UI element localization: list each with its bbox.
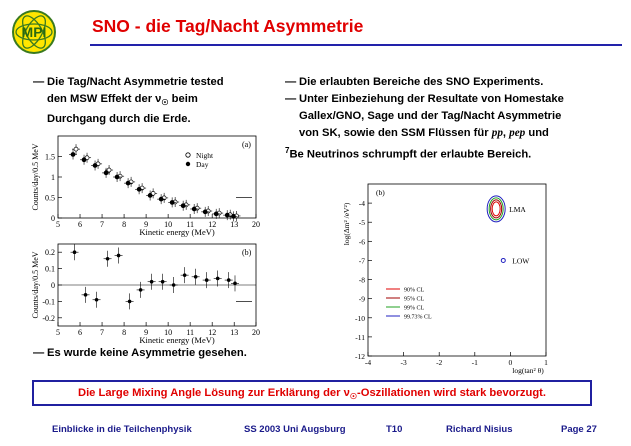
y-tick-label: -7 — [358, 256, 365, 266]
x-tick-label: 13 — [230, 328, 239, 337]
x-tick-label: 10 — [164, 328, 173, 337]
y-tick-label: -0.1 — [42, 297, 55, 307]
x-tick-label: 6 — [78, 220, 83, 229]
y-axis-label: Counts/day/0.5 MeV — [31, 143, 40, 211]
day-point — [82, 158, 86, 162]
day-point — [203, 210, 207, 214]
footer-code: T10 — [386, 424, 403, 435]
asymmetry-point — [84, 293, 88, 297]
right-bullet-2-line2: Gallex/GNO, Sage und der Tag/Nacht Asymmetrie — [299, 110, 562, 122]
y-axis-label: log(Δm² /eV²) — [342, 202, 351, 246]
asymmetry-point — [95, 298, 99, 302]
panel-label: (b) — [242, 248, 252, 257]
bottom-bullet: — Es wurde keine Asymmetrie gesehen. — [33, 347, 247, 359]
lma-contour — [492, 202, 500, 216]
y-tick-label: 1.5 — [45, 152, 55, 162]
asymmetry-plot — [30, 240, 262, 348]
x-axis-label: log(tan² θ) — [512, 366, 544, 375]
y-tick-label: 0.1 — [45, 264, 55, 274]
y-tick-label: 1 — [51, 173, 55, 182]
oscillation-contour-plot — [340, 178, 565, 376]
day-point — [181, 204, 185, 208]
day-point — [231, 214, 235, 218]
y-tick-label: -8 — [358, 275, 365, 285]
x-tick-label: 6 — [78, 328, 83, 337]
y-tick-label: 0 — [51, 214, 55, 223]
right-bullets: — Die erlaubten Bereiche des SNO Experiments. — Unter Einbeziehung der Resultate von Homestake Gallex/GNO, Sage und der Tag/Nacht Asymmetrie von SK, sowie den SSM Flüssen für pp, pep und $^7$Be Neutrinos schrumpft der erlaubte Bereich. — [285, 74, 625, 164]
right-bullet-2-line4: Be Neutrinos schrumpft der erlaubte Bereich. — [289, 148, 532, 161]
asymmetry-point — [216, 277, 220, 281]
legend-night-marker — [186, 153, 190, 157]
legend-day-label: Day — [196, 160, 209, 169]
x-tick-label: 12 — [208, 328, 217, 337]
right-bullet-2-line1: Unter Einbeziehung der Resultate von Homestake — [299, 93, 564, 105]
page-title: SNO - die Tag/Nacht Asymmetrie — [92, 16, 364, 36]
asymmetry-point — [150, 280, 154, 284]
lma-contour — [489, 198, 503, 220]
day-point — [159, 197, 163, 201]
asymmetry-point — [205, 278, 209, 282]
y-tick-label: -11 — [355, 332, 365, 342]
y-tick-label: -5 — [358, 218, 365, 228]
x-tick-label: 11 — [186, 220, 195, 229]
day-night-spectrum-plot — [30, 130, 262, 245]
x-tick-label: 20 — [252, 328, 260, 337]
right-bullet-1: Die erlaubten Bereiche des SNO Experiments. — [299, 76, 544, 88]
x-tick-label: 5 — [56, 328, 60, 337]
day-point — [137, 187, 141, 191]
mpi-logo — [10, 8, 58, 56]
day-point — [71, 152, 75, 156]
title-rule — [90, 44, 622, 46]
conclusion-box: Die Large Mixing Angle Lösung zur Erklärung der $\nu_☉$-Oszillationen wird stark bevorzugt. — [32, 380, 592, 406]
x-tick-label: -4 — [364, 358, 372, 367]
x-tick-label: 20 — [252, 220, 260, 229]
x-tick-label: 8 — [122, 328, 127, 337]
legend-day-marker — [186, 162, 190, 166]
y-tick-label: -4 — [358, 199, 365, 209]
footer-author: Richard Nisius — [446, 424, 513, 435]
asymmetry-point — [73, 250, 77, 254]
x-tick-label: 13 — [230, 220, 239, 229]
asymmetry-point — [194, 275, 198, 279]
asymmetry-point — [172, 283, 176, 287]
panel-label: (a) — [242, 140, 251, 149]
x-axis-label: Kinetic energy (MeV) — [139, 335, 215, 345]
x-tick-label: -1 — [471, 358, 478, 367]
panel-label: (b) — [376, 188, 385, 197]
x-tick-label: 9 — [144, 220, 149, 229]
x-tick-label: 5 — [56, 220, 60, 229]
y-tick-label: -0.2 — [42, 313, 55, 323]
legend-label: 99% CL — [404, 305, 425, 312]
y-axis-label: Counts/day/0.5 MeV — [31, 251, 40, 319]
left-bullet-line3: Durchgang durch die Erde. — [47, 113, 191, 126]
plot-frame — [58, 136, 256, 218]
x-tick-label: 7 — [100, 328, 105, 337]
day-point — [225, 213, 229, 217]
asymmetry-point — [183, 273, 187, 277]
low-contour — [501, 258, 505, 262]
day-point — [104, 171, 108, 175]
logo-text: MPI — [21, 24, 47, 40]
day-point — [126, 181, 130, 185]
left-bullet-line1: Die Tag/Nacht Asymmetrie tested — [47, 76, 224, 88]
x-tick-label: 10 — [164, 220, 173, 229]
legend-label: 99.73% CL — [404, 314, 432, 321]
asymmetry-point — [139, 288, 143, 292]
y-tick-label: -10 — [355, 313, 365, 323]
y-tick-label: 0.5 — [45, 193, 55, 203]
lma-label: LMA — [509, 204, 526, 214]
legend-label: 95% CL — [404, 296, 425, 303]
legend-label: 90% CL — [404, 287, 425, 294]
low-label: LOW — [512, 256, 530, 266]
asymmetry-point — [233, 282, 237, 286]
y-tick-label: 0.2 — [45, 248, 55, 258]
day-point — [214, 212, 218, 216]
asymmetry-point — [161, 280, 165, 284]
x-tick-label: 0 — [508, 358, 513, 367]
y-tick-label: -6 — [358, 237, 365, 247]
asymmetry-point — [117, 254, 121, 258]
y-tick-label: -9 — [358, 294, 365, 304]
x-tick-label: 1 — [544, 358, 548, 367]
x-axis-label: Kinetic energy (MeV) — [139, 227, 215, 237]
x-tick-label: 9 — [144, 328, 149, 337]
x-tick-label: 8 — [122, 220, 127, 229]
asymmetry-point — [128, 300, 132, 304]
footer-page: Page 27 — [561, 424, 597, 435]
footer-term: SS 2003 Uni Augsburg — [244, 424, 346, 435]
x-tick-label: 12 — [208, 220, 217, 229]
night-point — [74, 147, 78, 151]
footer-course: Einblicke in die Teilchenphysik — [52, 424, 192, 435]
left-bullet: — Die Tag/Nacht Asymmetrie tested den MSW Effekt der $\nu_☉$ beim Durchgang durch die Erde. — [33, 74, 283, 128]
day-point — [93, 164, 97, 168]
day-point — [170, 200, 174, 204]
legend-night-label: Night — [196, 151, 214, 160]
left-bullet-line2: den MSW Effekt der ν — [47, 93, 162, 105]
asymmetry-point — [227, 278, 231, 282]
day-point — [115, 175, 119, 179]
footer — [0, 424, 631, 438]
day-point — [148, 193, 152, 197]
day-point — [192, 207, 196, 211]
x-tick-label: 7 — [100, 220, 105, 229]
x-tick-label: 11 — [186, 328, 195, 337]
y-tick-label: 0 — [51, 281, 55, 290]
x-tick-label: -3 — [400, 358, 407, 367]
x-tick-label: -2 — [436, 358, 443, 367]
y-tick-label: -12 — [355, 352, 365, 361]
asymmetry-point — [106, 257, 110, 261]
